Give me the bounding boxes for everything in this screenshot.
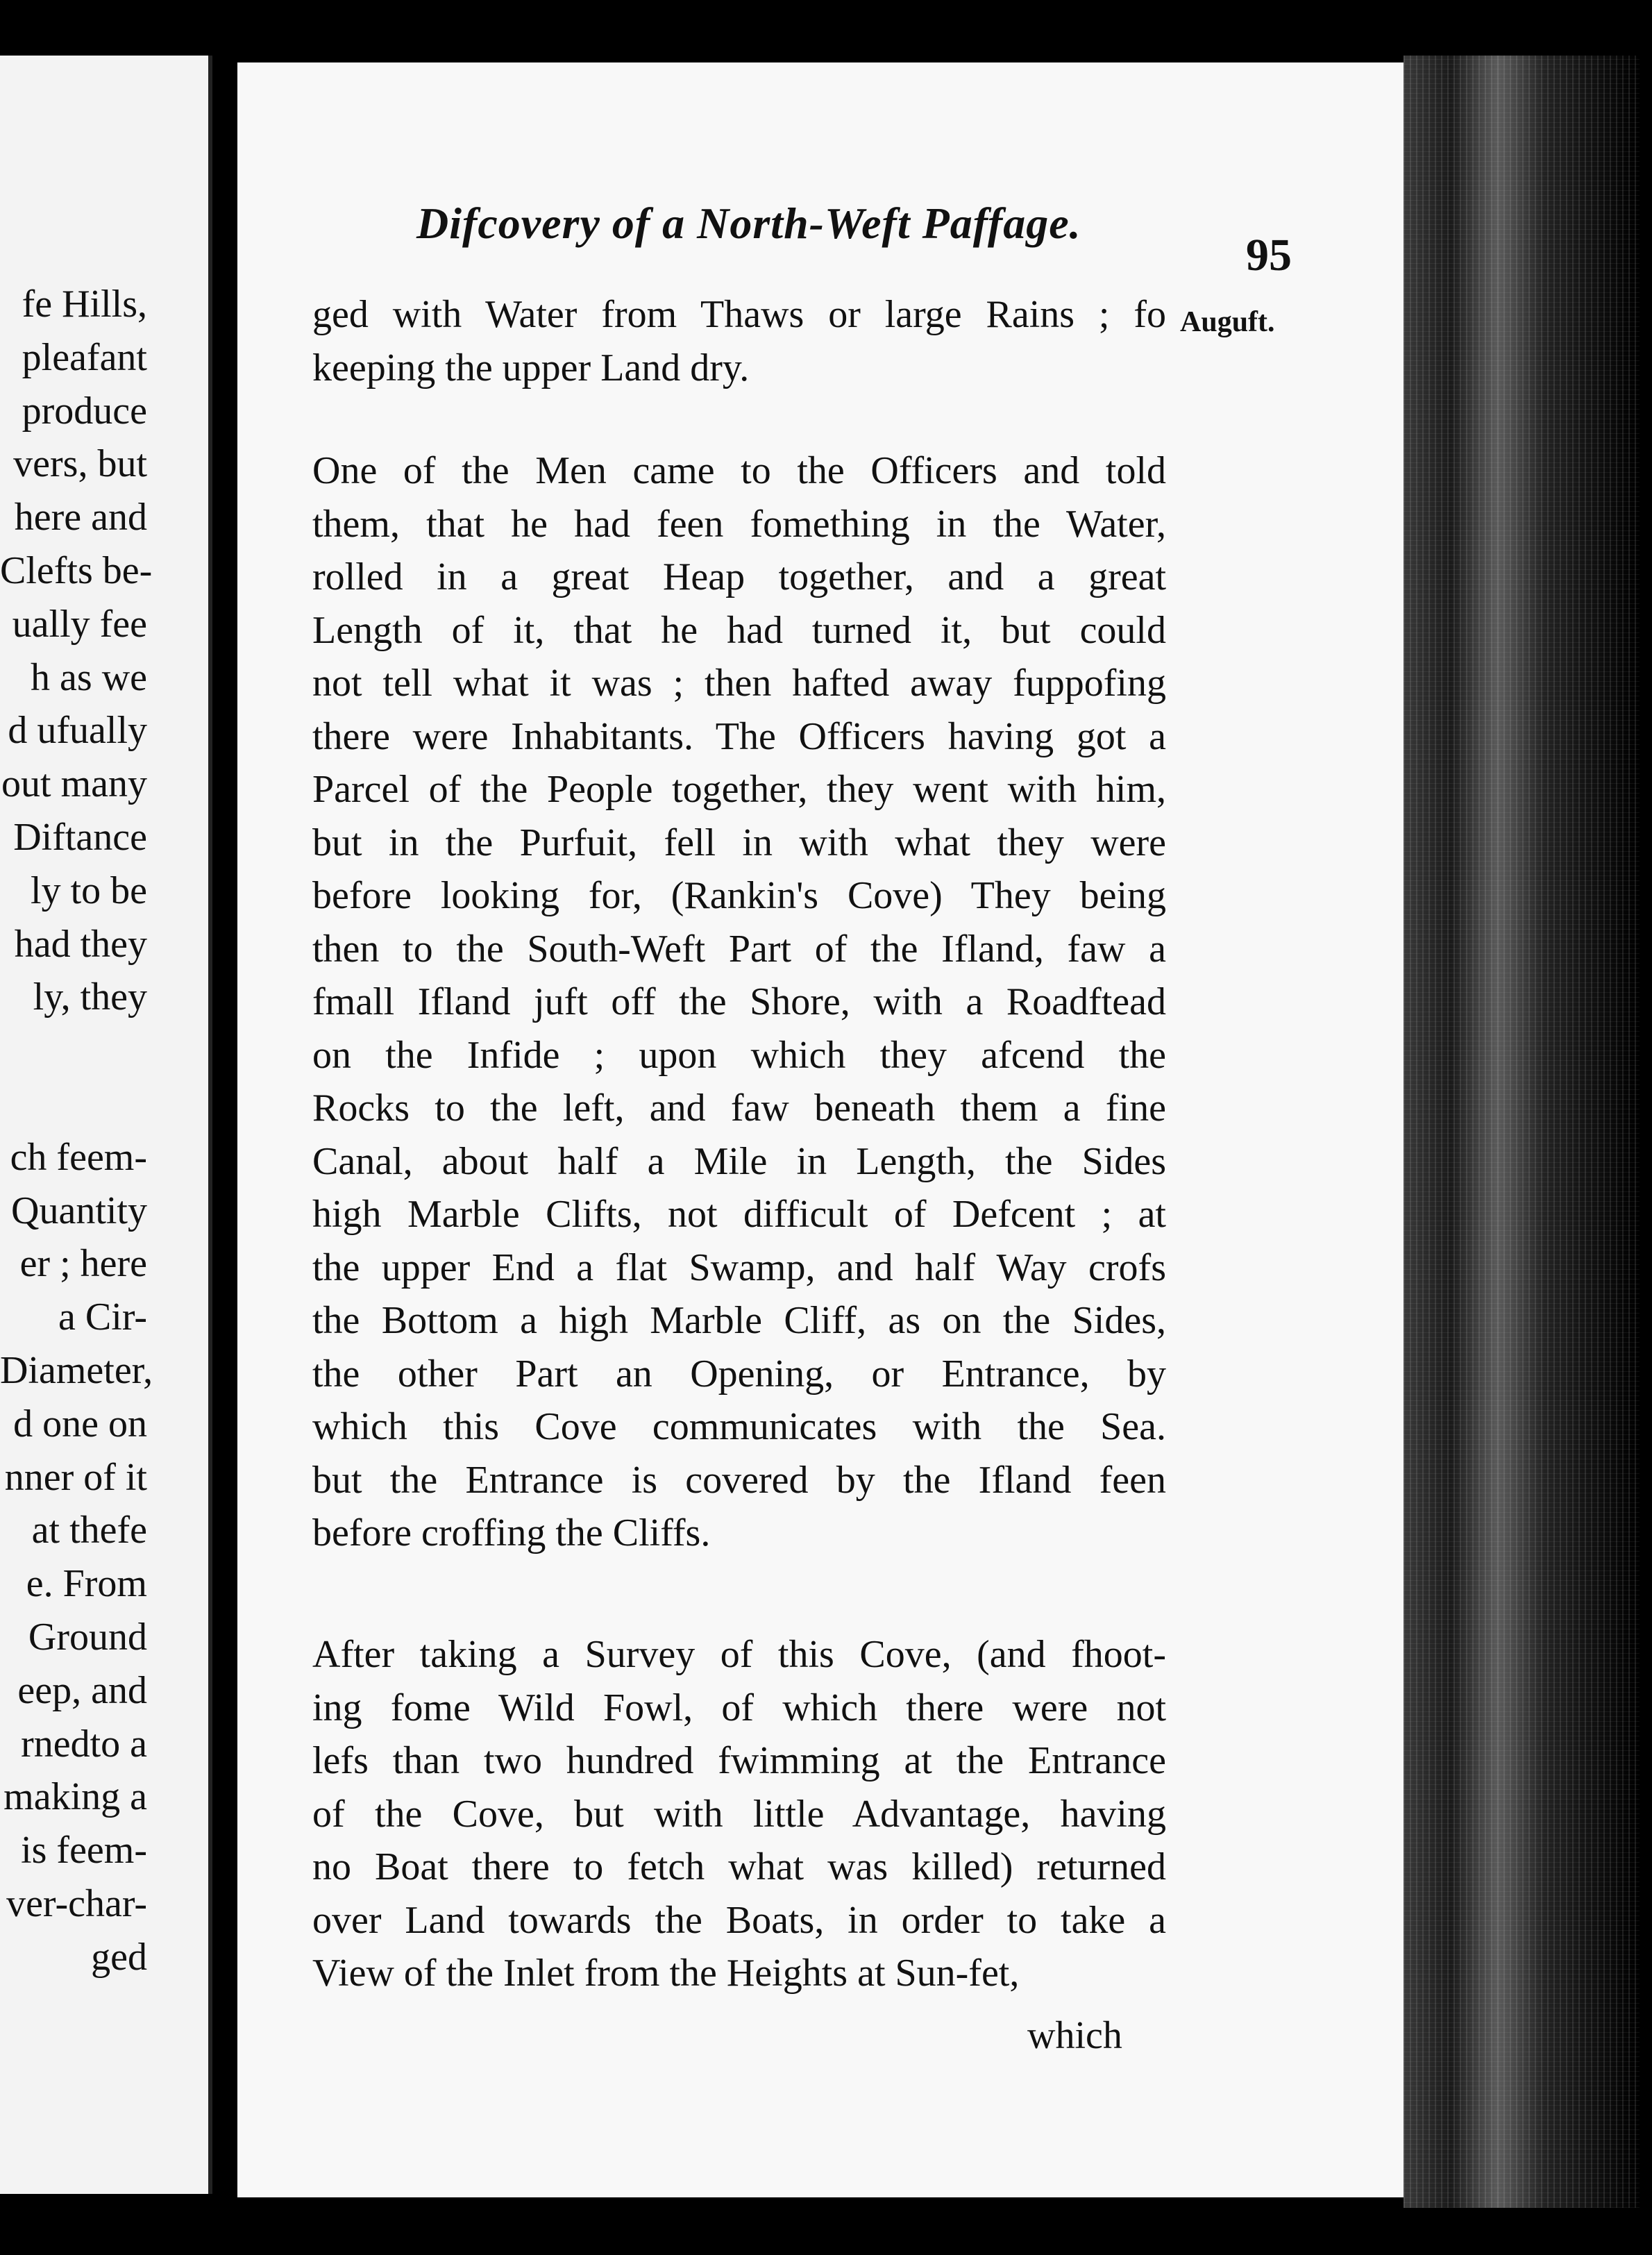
left-page-line: vers, but [13,442,147,486]
text-line: before croffing the Cliffs. [312,1511,711,1554]
left-page-line: ly to be [31,869,147,912]
text-line: there were Inhabitants. The Officers having got a [312,714,1166,758]
left-page-line: Diameter, [0,1349,153,1392]
left-page-line: er ; here [19,1242,147,1286]
text-line: After taking a Survey of this Cove, (and fhoot- [312,1633,1166,1676]
text-line: keeping the upper Land dry. [312,346,750,389]
text-line: but the Entrance is covered by the Ifland feen [312,1458,1166,1502]
left-page-line: Quantity [11,1189,147,1232]
left-page-line: eep, and [17,1668,147,1712]
left-page-line: ually fee [12,602,147,646]
running-head-title: Difcovery of a North-Weft Paffage. [416,199,1081,248]
text-line: Parcel of the People together, they went with him, [312,768,1166,811]
text-line: the Bottom a high Marble Cliff, as on the Sides, [312,1299,1166,1342]
book-spine-edge [1404,56,1640,2208]
text-line: ged with Water from Thaws or large Rains ; fo [312,293,1166,336]
text-line: them, that he had feen fomething in the Water, [312,502,1166,546]
left-page-line: ver-char- [6,1882,147,1925]
left-page-line: e. From [26,1562,147,1606]
text-line: then to the South-Weft Part of the Ifland, faw a [312,927,1166,971]
catchword: which [1027,2014,1122,2057]
text-line: the other Part an Opening, or Entrance, by [312,1352,1166,1395]
text-line: of the Cove, but with little Advantage, having [312,1792,1166,1836]
paragraph-1 [312,288,1166,394]
left-page-line: ch feem- [10,1135,147,1179]
text-line: Canal, about half a Mile in Length, the Sides [312,1139,1166,1183]
left-page-line: ly, they [33,975,147,1019]
text-line: the upper End a flat Swamp, and half Way crofs [312,1246,1166,1289]
text-line: fmall Ifland juft off the Shore, with a Roadftead [312,980,1166,1023]
margin-note: Auguft. [1180,306,1275,338]
text-line: over Land towards the Boats, in order to take a [312,1898,1166,1942]
left-page-line: Ground [28,1616,147,1659]
text-line: high Marble Clifts, not difficult of Defcent ; at [312,1193,1166,1236]
text-line: Rocks to the left, and faw beneath them a fine [312,1087,1166,1130]
left-page-line: out many [1,762,147,806]
left-page-line: Clefts be- [0,549,153,592]
text-line: before looking for, (Rankin's Cove) They being [312,874,1166,917]
left-page-line: fe Hills, [22,283,147,326]
text-line: lefs than two hundred fwimming at the Entrance [312,1739,1166,1782]
left-page-line: d one on [13,1402,147,1445]
left-page-line: nner of it [4,1455,147,1499]
page-number: 95 [1246,230,1292,280]
text-line: no Boat there to fetch what was killed) returned [312,1845,1166,1888]
left-page-line: h as we [31,655,147,699]
text-line: which this Cove communicates with the Sea. [312,1405,1166,1448]
text-line: not tell what it was ; then hafted away fuppofing [312,662,1166,705]
text-line: rolled in a great Heap together, and a great [312,555,1166,598]
paragraph-2 [312,444,1166,1560]
left-page-line: rnedto a [21,1722,147,1766]
left-page-line: Diftance [13,816,147,859]
left-page-fragment [0,56,212,2194]
text-line: on the Infide ; upon which they afcend the [312,1033,1166,1077]
left-page-line: here and [14,496,147,539]
left-page-line: produce [22,389,147,433]
left-page-line: at thefe [31,1509,147,1552]
text-line: ing fome Wild Fowl, of which there were not [312,1686,1166,1729]
left-page-line: ged [91,1935,147,1979]
left-page-line: pleafant [22,335,147,379]
left-page-line: had they [14,922,147,966]
text-line: but in the Purfuit, fell in with what they were [312,821,1166,864]
left-page-line: a Cir- [58,1296,147,1339]
left-page-line: d ufually [8,709,147,753]
text-line: View of the Inlet from the Heights at Sun-fet, [312,1952,1020,1995]
text-line: Length of it, that he had turned it, but could [312,608,1166,652]
paragraph-3 [312,1628,1166,2000]
left-page-line: is feem- [21,1829,147,1872]
left-page-line: making a [3,1775,147,1819]
text-line: One of the Men came to the Officers and told [312,449,1166,492]
